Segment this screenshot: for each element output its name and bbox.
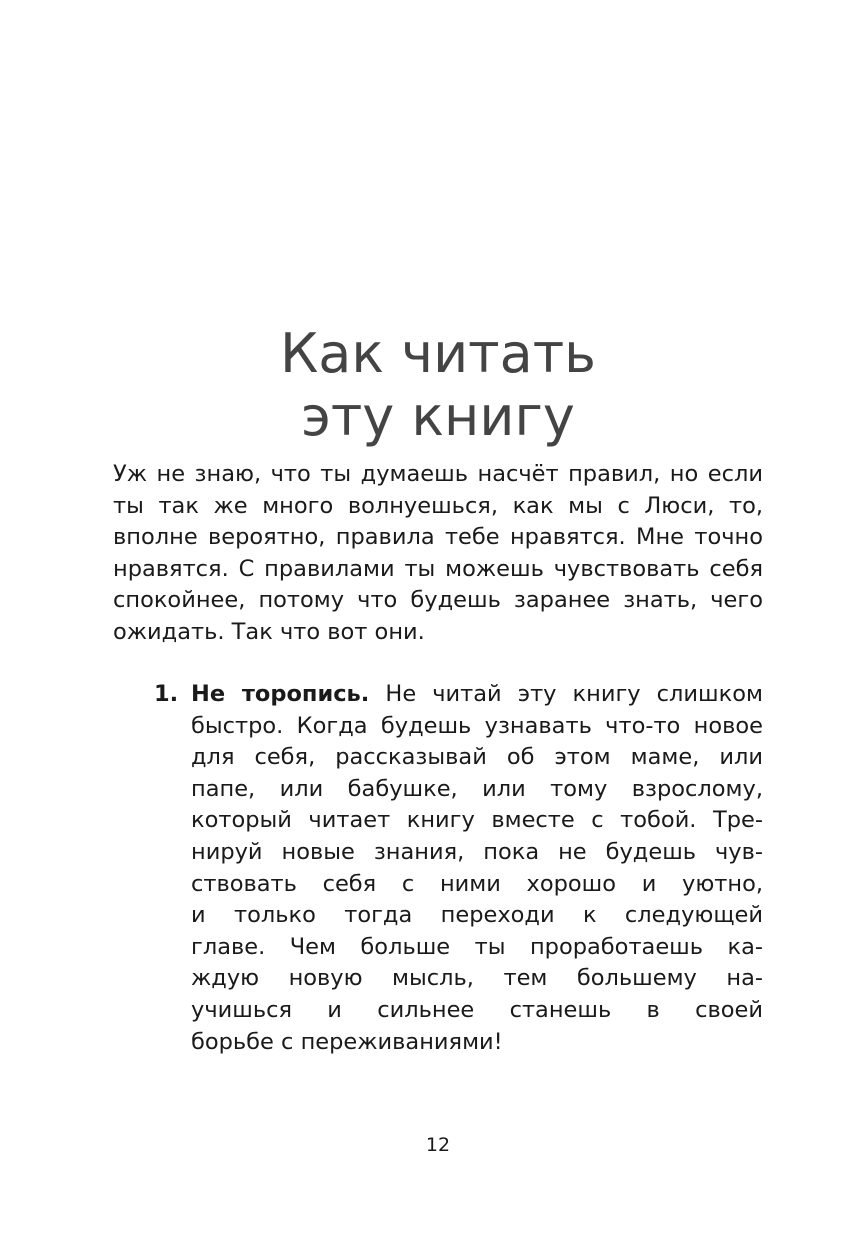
intro-line: вполне вероятно, правила тебе нравятся. Мне точно [113,524,763,550]
rule-line: ствовать себя с ними хорошо и уютно, [191,870,763,897]
rules-list [150,679,763,1058]
intro-line: ожидать. Так что вот они. [113,618,425,645]
rule-line: быстро. Когда будешь узнавать что-то новое [191,712,763,739]
intro-paragraph [113,459,763,648]
rule-line: нируй новые знания, пока не будешь чув- [191,838,763,865]
intro-line: ты так же много волнуешься, как мы с Люси, то, [113,492,763,519]
rule-text [191,679,763,1058]
rule-line: учишься и сильнее станешь в своей [191,996,763,1023]
page-number: 12 [425,1134,451,1156]
chapter-title-line: Как читать [279,322,597,385]
rule-line: борьбе с переживаниями! [191,1028,503,1055]
rule-line: который читает книгу вместе с тобой. Тре- [191,807,763,834]
rule-line: ждую новую мысль, тем большему на- [191,965,763,992]
chapter-title [0,322,844,448]
chapter-title-line: эту книгу [301,385,575,448]
intro-line: спокойнее, потому что будешь заранее знать, чего [113,587,763,613]
rule-line: папе, или бабушке, или тому взрослому, [191,775,763,802]
rule-line: и только тогда переходи к следующей [191,902,763,929]
rule-title: Не торопись. [191,681,370,707]
rule-line: главе. Чем больше ты проработаешь ка- [191,933,763,960]
rule-line: для себя, рассказывай об этом маме, или [191,744,763,771]
rule-line [191,679,763,711]
intro-line: нравятся. С правилами ты можешь чувствовать себя [113,555,763,582]
rule-number: 1. [154,681,179,707]
rule-item [150,679,763,1058]
rule-line-rest: Не читай эту книгу слишком [369,681,763,707]
intro-line: Уж не знаю, что ты думаешь насчёт правил, но если [113,461,763,487]
